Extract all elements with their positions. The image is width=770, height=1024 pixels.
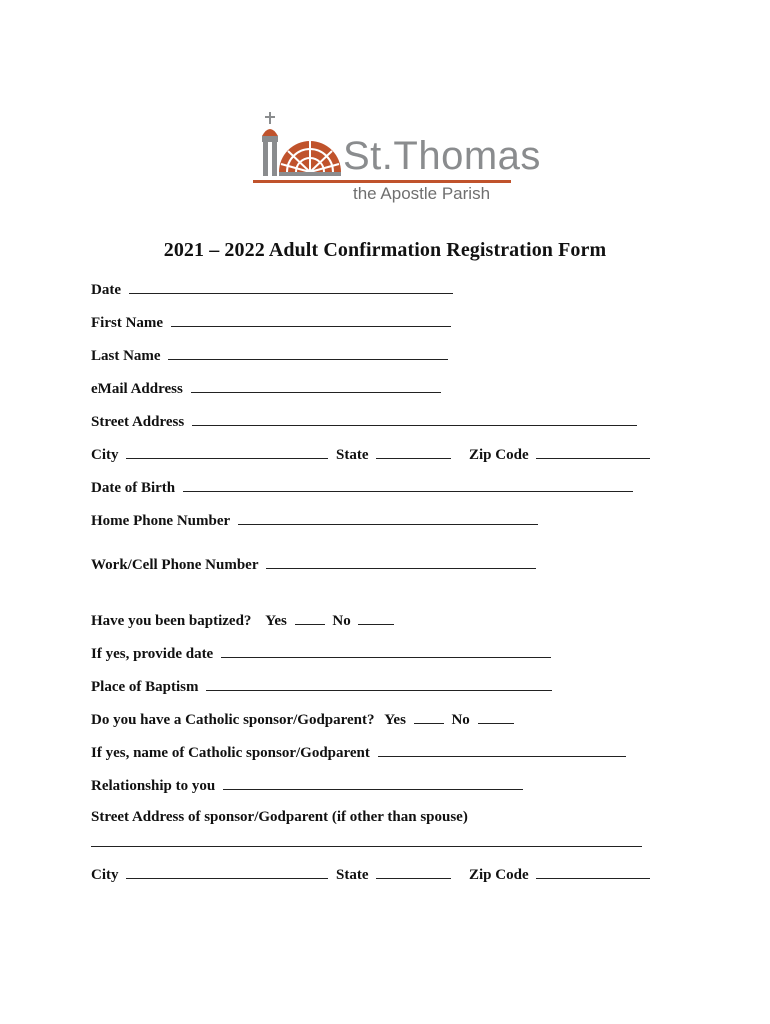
first-name-field[interactable] [171, 310, 451, 327]
baptism-date-label: If yes, provide date [91, 646, 214, 662]
sponsor-address-field[interactable] [91, 830, 642, 847]
sponsor-no-field[interactable] [478, 707, 514, 724]
email-label: eMail Address [91, 381, 183, 397]
sponsor-zip-label: Zip Code [469, 867, 529, 883]
church-icon [253, 110, 345, 182]
sponsor-state-field[interactable] [376, 862, 451, 879]
street-row [91, 409, 637, 431]
form-title: 2021 – 2022 Adult Confirmation Registration Form [163, 239, 607, 261]
sponsor-address-label: Street Address of sponsor/Godparent (if other than spouse) [91, 809, 468, 825]
baptism-date-field[interactable] [221, 641, 551, 658]
logo-rule [253, 180, 511, 183]
email-field[interactable] [191, 376, 441, 393]
sponsor-name-row [91, 740, 626, 762]
relationship-label: Relationship to you [91, 778, 216, 794]
baptism-date-row [91, 641, 551, 663]
state-field[interactable] [376, 442, 451, 459]
zip-field[interactable] [536, 442, 650, 459]
sponsor-yes-label: Yes [384, 712, 406, 728]
date-label: Date [91, 282, 121, 298]
last-name-field[interactable] [168, 343, 448, 360]
sponsor-state-label: State [336, 867, 369, 883]
city-label: City [91, 447, 119, 463]
street-label: Street Address [91, 414, 185, 430]
baptized-yes-field[interactable] [295, 608, 325, 625]
home-phone-row [91, 508, 538, 530]
dob-label: Date of Birth [91, 480, 176, 496]
home-phone-field[interactable] [238, 508, 538, 525]
street-field[interactable] [192, 409, 637, 426]
home-phone-label: Home Phone Number [91, 513, 231, 529]
email-row [91, 376, 441, 398]
baptism-place-field[interactable] [206, 674, 552, 691]
parish-logo [253, 110, 541, 208]
sponsor-address-row [91, 806, 468, 828]
date-field[interactable] [129, 277, 453, 294]
sponsor-city-label: City [91, 867, 119, 883]
sponsor-yes-field[interactable] [414, 707, 444, 724]
work-phone-field[interactable] [266, 552, 536, 569]
last-name-row [91, 343, 448, 365]
logo-name: St.Thomas [343, 134, 541, 178]
baptized-row [91, 608, 394, 630]
sponsor-question-label: Do you have a Catholic sponsor/Godparent? [91, 712, 375, 728]
first-name-label: First Name [91, 315, 164, 331]
zip-label: Zip Code [469, 447, 529, 463]
baptized-no-field[interactable] [358, 608, 394, 625]
sponsor-zip-field[interactable] [536, 862, 650, 879]
sponsor-question-row [91, 707, 514, 729]
relationship-row [91, 773, 523, 795]
baptized-no-label: No [332, 613, 351, 629]
baptism-place-row [91, 674, 552, 696]
date-row [91, 277, 453, 299]
city-state-zip-row [91, 442, 650, 464]
dob-field[interactable] [183, 475, 633, 492]
first-name-row [91, 310, 451, 332]
work-phone-row [91, 552, 536, 574]
baptized-yes-label: Yes [265, 613, 287, 629]
logo-tagline: the Apostle Parish [353, 184, 491, 203]
sponsor-city-field[interactable] [126, 862, 328, 879]
baptized-label: Have you been baptized? [91, 613, 252, 629]
sponsor-city-state-zip-row [91, 862, 650, 884]
baptism-place-label: Place of Baptism [91, 679, 199, 695]
state-label: State [336, 447, 369, 463]
work-phone-label: Work/Cell Phone Number [91, 557, 259, 573]
sponsor-name-field[interactable] [378, 740, 626, 757]
dob-row [91, 475, 633, 497]
sponsor-no-label: No [451, 712, 470, 728]
city-field[interactable] [126, 442, 328, 459]
sponsor-name-label: If yes, name of Catholic sponsor/Godparent [91, 745, 370, 761]
last-name-label: Last Name [91, 348, 161, 364]
relationship-field[interactable] [223, 773, 523, 790]
